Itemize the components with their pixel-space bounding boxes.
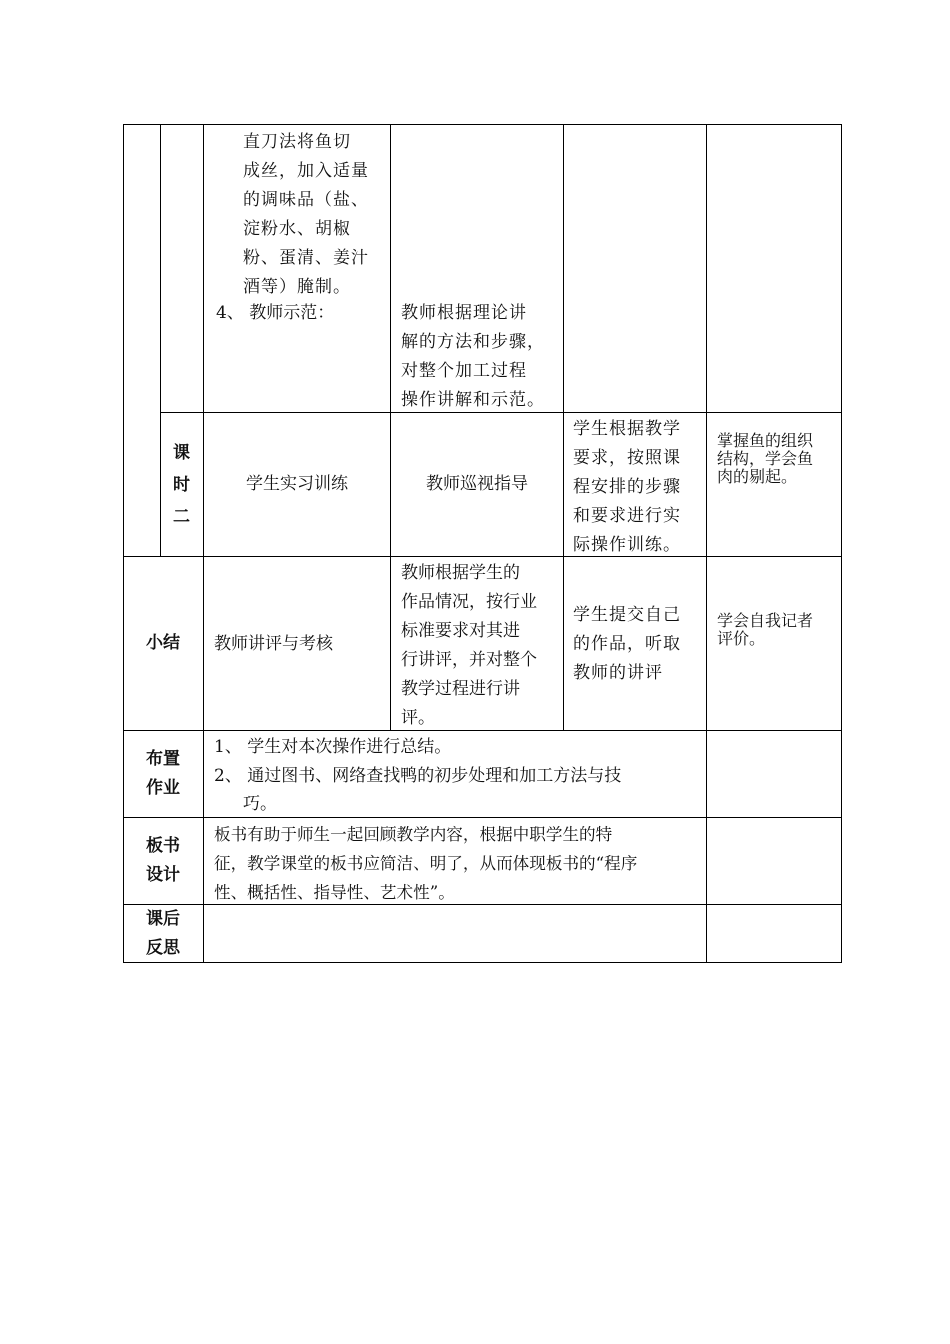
board-design-label: 板书 设计 (146, 836, 180, 885)
evaluation-text: 教师讲评与考核 (214, 634, 333, 654)
homework-item-1: 1、 学生对本次操作进行总结。 (214, 737, 452, 757)
rule-row2-bottom (123, 556, 842, 557)
board-design-text: 板书有助于师生一起回顾教学内容，根据中职学生的特 征，教学课堂的板书应简洁、明了，从而体现板书的“程序 性、概括性、指导性、艺术性”。 (214, 825, 638, 902)
goal-self-evaluation: 学会自我记者 评价。 (717, 611, 814, 648)
homework-label: 布置 作业 (146, 749, 180, 798)
teacher-review-text: 教师根据学生的 作品情况，按行业 标准要求对其进 行讲评，并对整个 教学过程进行讲 评。 (401, 563, 537, 728)
goal-fish-structure: 掌握鱼的组织 结构，学会鱼 肉的剔起。 (717, 431, 814, 486)
step3-content: 直刀法将鱼切 成丝，加入适量 的调味品（盐、 淀粉水、胡椒 粉、蛋清、姜汁 酒等）腌制。 (243, 132, 369, 297)
student-submit-text: 学生提交自己 的作品，听取 教师的讲评 (573, 605, 681, 683)
teacher-demo-text: 教师根据理论讲 解的方法和步骤， 对整个加工过程 操作讲解和示范。 (401, 303, 545, 410)
teacher-guide-text: 教师巡视指导 (426, 474, 528, 494)
table-border-top (123, 124, 842, 125)
summary-label: 小结 (146, 633, 180, 653)
reflection-label: 课后 反思 (146, 908, 180, 958)
student-training-text: 学生根据教学 要求，按照课 程安排的步骤 和要求进行实 际操作训练。 (573, 419, 681, 555)
homework-item-2: 2、 通过图书、网络查找鸭的初步处理和加工方法与技 (214, 766, 622, 786)
step4-label: 4、 教师示范： (216, 303, 335, 323)
session-two-label: 课 时 二 (173, 442, 190, 527)
student-practice-text: 学生实习训练 (246, 474, 348, 494)
table-border-right (841, 124, 842, 963)
rule-col-e (706, 124, 707, 963)
rule-col-d (563, 124, 564, 731)
table-border-bottom (123, 962, 842, 963)
homework-item-2-cont: 巧。 (243, 794, 277, 814)
